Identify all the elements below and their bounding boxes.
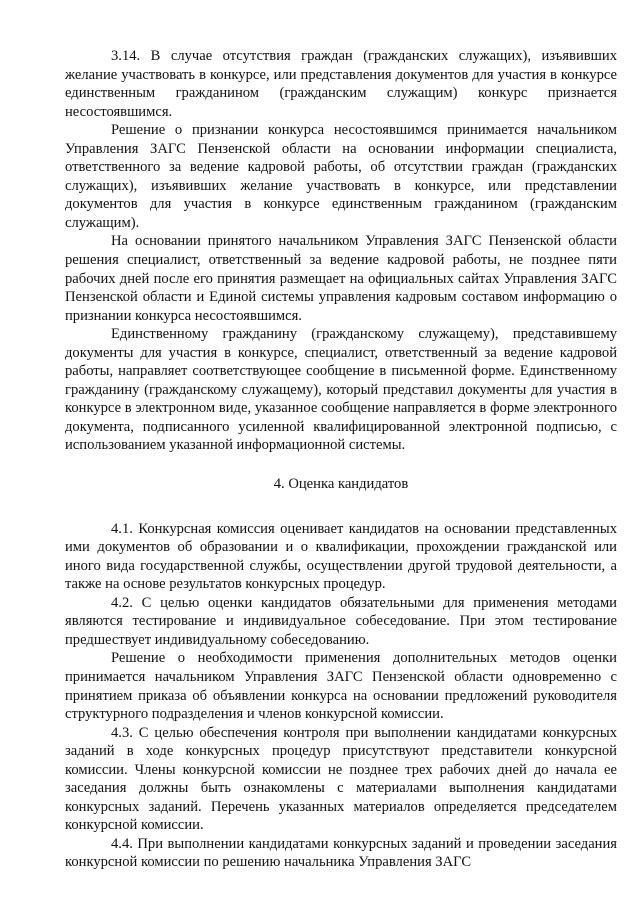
paragraph-3-14: 3.14. В случае отсутствия граждан (гражданских служащих), изъявивших желание участвовать в конкурсе, или представления документов для участия в конкурсе единственным гражданином (гражданским служащим) конкурс признается несостоявшимся. xyxy=(65,48,617,120)
paragraph-4-2: 4.2. С целью оценки кандидатов обязательными для применения методами являются тестирование и индивидуальное собеседование. При этом тестирование предшествует индивидуальному собеседованию. xyxy=(65,594,617,648)
paragraph-decision-failed-contest: Решение о признании конкурса несостоявшимся принимается начальником Управления ЗАГС Пензенской области на основании информации специалиста, ответственного за ведение кадровой работы, об отсутствии граждан (гражданских служащих), изъявивших желание участвовать в конкурсе, или представлении документов для участия в конкурсе единственным гражданином (гражданским служащим). xyxy=(65,122,617,231)
paragraph-publication-notice: На основании принятого начальником Управления ЗАГС Пензенской области решения специалист, ответственный за ведение кадровой работы, не позднее пяти рабочих дней после его принятия размещает на официальных сайтах Управления ЗАГС Пензенской области и Единой системы управления кадровым составом информацию о признании конкурса несостоявшимся. xyxy=(65,233,617,324)
paragraph-additional-methods: Решение о необходимости применения дополнительных методов оценки принимается начальником Управления ЗАГС Пензенской области одновременно с принятием приказа об объявлении конкурса на основании предложений руководителя структурного подразделения и членов конкурсной комиссии. xyxy=(65,650,617,723)
section-heading: 4. Оценка кандидатов xyxy=(273,476,409,493)
paragraph-4-4: 4.4. При выполнении кандидатами конкурсных заданий и проведении заседания конкурсной комиссии по решению начальника Управления ЗАГС xyxy=(65,835,617,871)
paragraph-single-candidate-notice: Единственному гражданину (гражданскому служащему), представившему документы для участия в конкурсе, специалист, ответственный за ведение кадровой работы, направляет соответствующее сообщение в письменной форме. Единственному гражданину (гражданскому служащему), который представил документы для участия в конкурсе в электронном виде, указанное сообщение направляется в форме электронного документа, подписанного усиленной квалифицированной электронной подписью, с использованием указанной информационной системы. xyxy=(65,326,617,454)
document-page xyxy=(65,47,617,872)
paragraph-4-1: 4.1. Конкурсная комиссия оценивает кандидатов на основании представленных ими документов об образовании и о квалификации, прохождении гражданской или иного вида государственной службы, осуществлении другой трудовой деятельности, а также на основе результатов конкурсных процедур. xyxy=(65,520,617,593)
paragraph-4-3: 4.3. С целью обеспечения контроля при выполнении кандидатами конкурсных заданий в ходе конкурсных процедур присутствуют представители конкурсной комиссии. Члены конкурсной комиссии не позднее трех рабочих дней до начала ее заседания должны быть ознакомлены с материалами выполнения кандидатами конкурсных заданий. Перечень указанных материалов определяется председателем конкурсной комиссии. xyxy=(65,724,617,834)
